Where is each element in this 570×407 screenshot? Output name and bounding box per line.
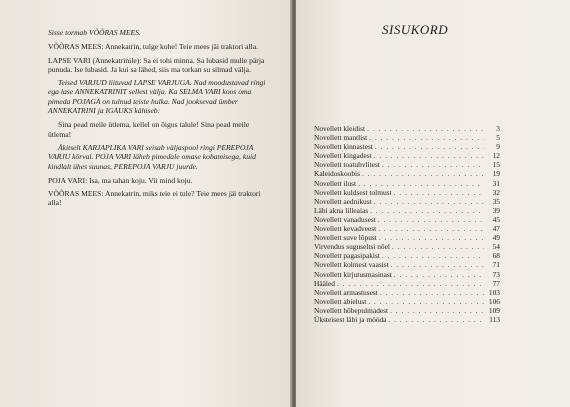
toc-entry-title: Novellett aednikust xyxy=(314,196,372,206)
toc-leader-dots xyxy=(378,215,484,224)
toc-leader-dots xyxy=(337,279,484,288)
toc-entry-title: Novellett mantlist xyxy=(314,133,368,143)
toc-leader-dots xyxy=(388,315,484,324)
toc-entry-title: Novellett vanadusest xyxy=(314,214,376,224)
toc-entry-page: 113 xyxy=(489,314,500,324)
toc-entry-title: Virvendus suguseltsi nõel xyxy=(314,242,390,252)
toc-entry-page: 39 xyxy=(492,205,500,215)
toc-leader-dots xyxy=(369,133,484,142)
dialogue-line: Sina pead meile ütlema, kellel on õigus talule! Sina pead meile ütlema! xyxy=(48,120,250,139)
toc-title: SISUKORD xyxy=(382,22,449,37)
dialogue-line: VÕÕRAS MEES: Annekatrin, tulge kohe! Teie mees jäi traktori alla. xyxy=(48,42,259,52)
toc-entry xyxy=(314,288,500,297)
toc-entry xyxy=(314,251,500,260)
toc-entry-page: 49 xyxy=(492,233,500,243)
toc-entry xyxy=(314,151,500,160)
toc-leader-dots xyxy=(378,224,484,233)
toc-entry-page: 103 xyxy=(488,287,500,297)
toc-entry-title: Novellett kingadest xyxy=(314,151,372,161)
dialogue-line: LAPSE VARI (Annekatrinile): Sa ei tohi minna. Sa lubasid mulle pärja punuda. Ise lubasid. Ja kui sa lähed, siis ma torkan su silmad välja. xyxy=(48,55,265,74)
toc-entry-title: Novellett abielust xyxy=(314,296,367,306)
toc-leader-dots xyxy=(362,169,484,178)
stage-direction: Sisse tormab VÕÕRAS MEES. xyxy=(48,28,141,37)
toc-entry-title: Novellett kinnastest xyxy=(314,142,373,152)
toc-entry xyxy=(314,279,500,288)
toc-entry-page: 5 xyxy=(496,133,500,143)
toc-leader-dots xyxy=(375,142,484,151)
toc-entry-title: Novellett toatuhvlitest xyxy=(314,160,380,170)
toc-entry xyxy=(314,142,500,151)
toc-entry-page: 77 xyxy=(492,278,500,288)
toc-leader-dots xyxy=(380,288,484,297)
dialogue-line: POJA VARI: Isa, ma tahan koju. Vii mind koju. xyxy=(48,175,193,185)
toc-leader-dots xyxy=(391,260,484,269)
toc-leader-dots xyxy=(374,197,484,206)
toc-entry-page: 68 xyxy=(492,251,500,261)
toc-entry-title: Novellett hõbepulmadest xyxy=(314,305,389,315)
toc-entry xyxy=(314,215,500,224)
toc-entry-page: 109 xyxy=(488,305,500,315)
toc-entry-page: 9 xyxy=(496,142,500,152)
toc-entry-page: 73 xyxy=(492,269,500,279)
toc-entry xyxy=(314,315,500,324)
toc-entry-page: 12 xyxy=(492,151,500,161)
toc-entry-page: 47 xyxy=(492,224,500,234)
toc-entry-title: Novellett pagasipakist xyxy=(314,251,380,261)
toc-entry xyxy=(314,233,500,242)
toc-entry-page: 15 xyxy=(492,160,500,170)
toc-entry xyxy=(314,188,500,197)
dialogue-line: VÕÕRAS MEES: Annekatrin, miks teie ei tule? Teie mees jäi traktori alla! xyxy=(48,189,261,208)
toc-entry xyxy=(314,242,500,251)
toc-entry xyxy=(314,160,500,169)
toc-entry-title: Novellett kirjutusmasinast xyxy=(314,269,392,279)
toc-leader-dots xyxy=(374,151,484,160)
toc-entry xyxy=(314,270,500,279)
toc-leader-dots xyxy=(367,124,484,133)
toc-entry xyxy=(314,133,500,142)
toc-entry-page: 71 xyxy=(492,260,500,270)
table-of-contents xyxy=(314,124,500,324)
toc-entry-title: Novellett kolmest vaasist xyxy=(314,260,389,270)
toc-entry xyxy=(314,169,500,178)
toc-entry-page: 45 xyxy=(492,214,500,224)
toc-entry-title: Novellett armastusest xyxy=(314,287,378,297)
toc-entry xyxy=(314,206,500,215)
toc-entry-title: Novellett kevadveest xyxy=(314,224,377,234)
toc-entry xyxy=(314,179,500,188)
toc-leader-dots xyxy=(368,297,484,306)
toc-entry xyxy=(314,306,500,315)
toc-entry-title: Hääled xyxy=(314,278,335,288)
toc-entry xyxy=(314,224,500,233)
toc-leader-dots xyxy=(394,270,484,279)
toc-leader-dots xyxy=(392,242,484,251)
toc-entry-page: 31 xyxy=(492,178,500,188)
toc-entry xyxy=(314,297,500,306)
toc-leader-dots xyxy=(358,179,484,188)
toc-leader-dots xyxy=(390,306,484,315)
toc-entry xyxy=(314,260,500,269)
toc-leader-dots xyxy=(382,160,484,169)
play-text xyxy=(48,28,273,212)
toc-entry-title: Novellett suve lõpust xyxy=(314,233,377,243)
toc-entry-page: 106 xyxy=(488,296,500,306)
toc-entry-title: Üksteisest läbi ja mööda xyxy=(314,314,387,324)
toc-entry-title: Novellett kuldsest tolmust xyxy=(314,187,392,197)
toc-entry-title: Novellett kleidist xyxy=(314,124,366,133)
toc-entry-page: 32 xyxy=(492,187,500,197)
toc-entry-title: Kaleidoskoobis xyxy=(314,169,360,179)
toc-entry-title: Novellett ilust xyxy=(314,178,357,188)
toc-leader-dots xyxy=(379,233,484,242)
toc-entry-page: 35 xyxy=(492,196,500,206)
toc-entry-page: 3 xyxy=(496,124,500,133)
toc-entry xyxy=(314,197,500,206)
stage-direction: Teised VARJUD liituvad LAPSE VARJUGA. Nad moodustavad ringi ega lase ANNEKATRINIT sellest välja. Ka SELMA VARI koos oma pimeda POJAGA on tulnud teiste hulka. Nad jooksevad ümber ANNEKATRINI ja IGAUKS kähiseb: xyxy=(48,78,266,116)
toc-leader-dots xyxy=(382,251,484,260)
toc-leader-dots xyxy=(394,188,484,197)
stage-direction: Äkitselt KARJAPLIKA VARI seisab väljaspool ringi PEREPOJA VARJU kõrval. POJA VARI läheb pimedale omase kobamisega, kuid kindlalt ühes suunas, PEREPOJA VARJU juurde. xyxy=(48,142,256,171)
toc-entry-page: 19 xyxy=(492,169,500,179)
toc-entry-title: Läbi akna lilleaias xyxy=(314,205,369,215)
toc-leader-dots xyxy=(370,206,484,215)
toc-entry xyxy=(314,124,500,133)
toc-entry-page: 54 xyxy=(492,242,500,252)
